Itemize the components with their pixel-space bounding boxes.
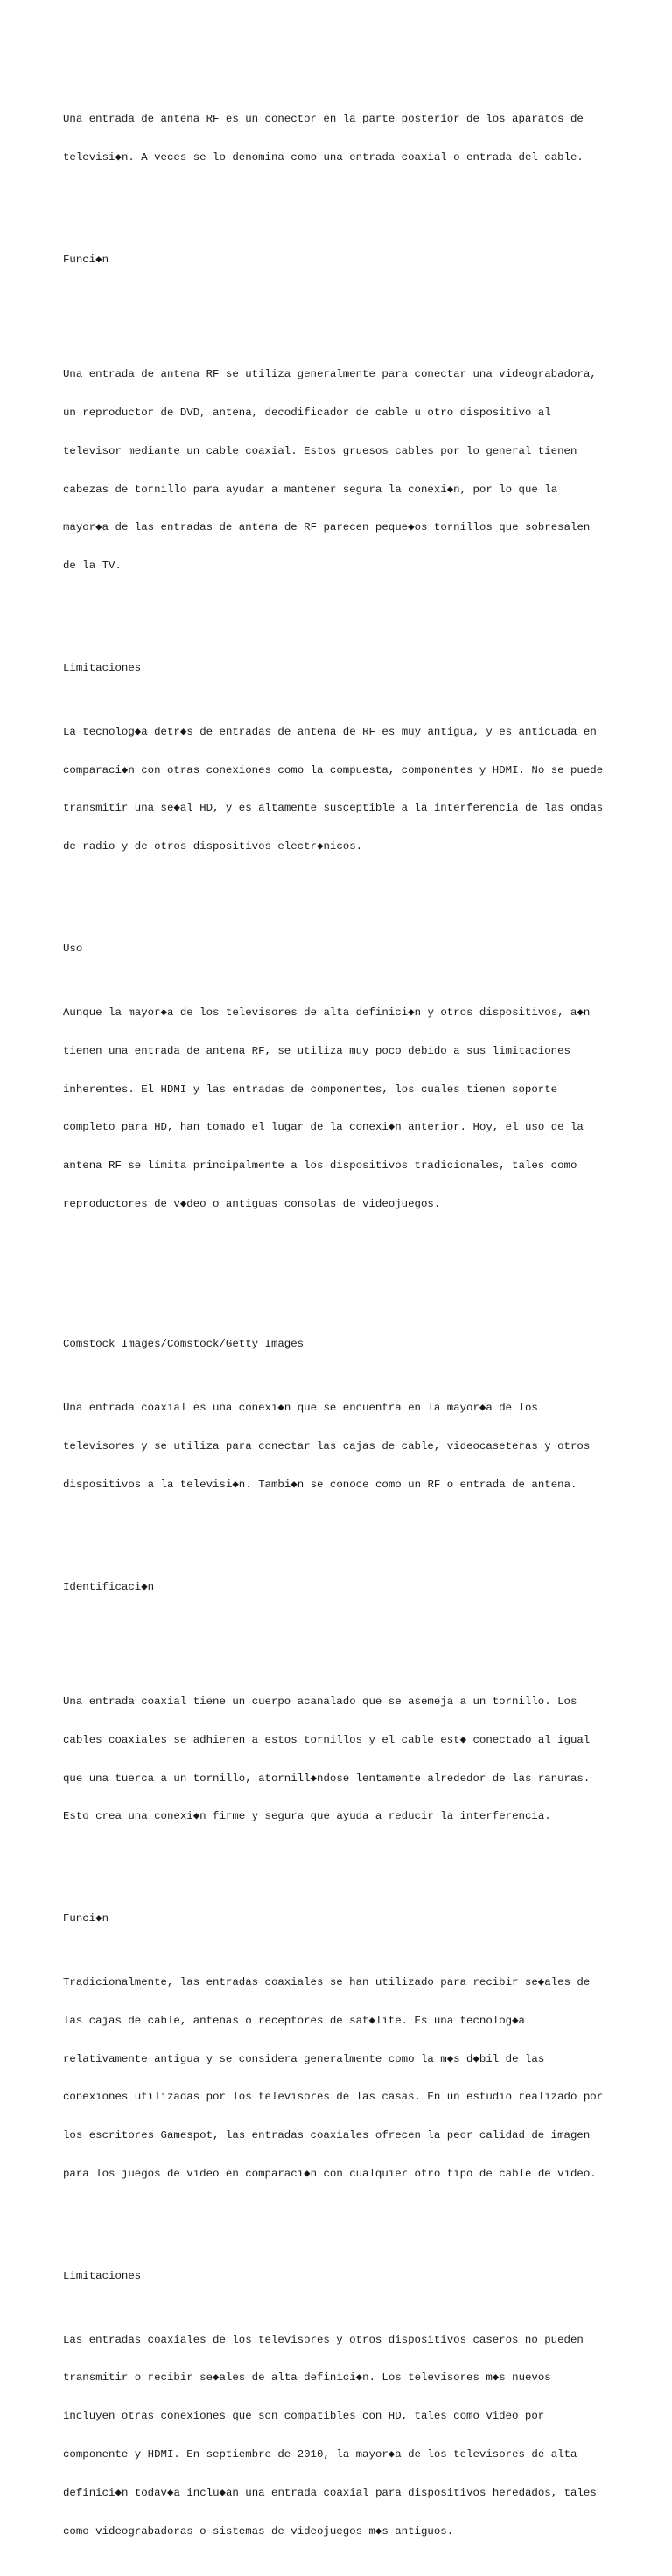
heading-limitaciones-coaxial: Limitaciones: [63, 2269, 142, 2282]
text-line: conexiones utilizadas por los televisores de las casas. En un estudio realizado por: [63, 2091, 604, 2104]
text-line: incluyen otras conexiones que son compatibles con HD, tales como video por: [63, 2410, 545, 2423]
text-line: relativamente antigua y se considera generalmente como la m◆s d◆bil de las: [63, 2052, 545, 2065]
heading-uso: Uso: [63, 942, 83, 955]
heading-limitaciones: Limitaciones: [63, 661, 142, 674]
heading-funcion-coaxial: Funci◆n: [63, 1912, 109, 1925]
text-line: definici◆n todav◆a inclu◆an una entrada coaxial para dispositivos heredados, tales: [63, 2486, 597, 2499]
image-credit: Comstock Images/Comstock/Getty Images: [63, 1338, 304, 1351]
text-line: Una entrada de antena RF es un conector en la parte posterior de los aparatos de: [63, 113, 584, 126]
paragraph-intro: [63, 87, 640, 190]
text-line: como videograbadoras o sistemas de videojuegos m◆s antiguos.: [63, 2524, 454, 2538]
paragraph-funcion-coaxial: [63, 1951, 640, 2206]
text-line: Una entrada de antena RF se utiliza generalmente para conectar una videograbadora,: [63, 368, 597, 381]
text-line: transmitir una se◆al HD, y es altamente susceptible a la interferencia de las ondas: [63, 802, 604, 815]
paragraph-coaxial-intro: [63, 1376, 640, 1517]
text-line: cables coaxiales se adhieren a estos tornillos y el cable est◆ conectado al igual: [63, 1733, 591, 1746]
text-line: transmitir o recibir se◆ales de alta definici◆n. Los televisores m◆s nuevos: [63, 2371, 551, 2385]
text-line: Una entrada coaxial tiene un cuerpo acanalado que se asemeja a un tornillo. Los: [63, 1695, 578, 1709]
text-line: mayor◆a de las entradas de antena de RF parecen peque◆os tornillos que sobresalen: [63, 521, 591, 534]
text-line: La tecnolog◆a detr◆s de entradas de antena de RF es muy antigua, y es anticuada en: [63, 725, 597, 738]
text-line: reproductores de v◆deo o antiguas consolas de videojuegos.: [63, 1197, 441, 1210]
paragraph-limitaciones-coaxial: [63, 2308, 640, 2564]
text-line: antena RF se limita principalmente a los dispositivos tradicionales, tales como: [63, 1159, 578, 1173]
text-line: tienen una entrada de antena RF, se utiliza muy poco debido a sus limitaciones: [63, 1044, 570, 1057]
text-line: Las entradas coaxiales de los televisores y otros dispositivos caseros no pueden: [63, 2333, 584, 2346]
text-line: los escritores Gamespot, las entradas coaxiales ofrecen la peor calidad de imagen: [63, 2129, 591, 2142]
text-line: dispositivos a la televisi◆n. Tambi◆n se conoce como un RF o entrada de antena.: [63, 1478, 578, 1491]
document-page: [63, 62, 640, 2576]
text-line: televisi◆n. A veces se lo denomina como una entrada coaxial o entrada del cable.: [63, 151, 584, 164]
paragraph-identificacion: [63, 1670, 640, 1848]
text-line: un reproductor de DVD, antena, decodificador de cable u otro dispositivo al: [63, 407, 551, 420]
paragraph-limitaciones: [63, 700, 640, 879]
text-line: Aunque la mayor◆a de los televisores de alta definici◆n y otros dispositivos, a◆n: [63, 1006, 591, 1019]
paragraph-uso: [63, 981, 640, 1236]
text-line: de la TV.: [63, 560, 122, 573]
text-line: inherentes. El HDMI y las entradas de componentes, los cuales tienen soporte: [63, 1083, 558, 1096]
text-line: las cajas de cable, antenas o receptores de sat◆lite. Es una tecnolog◆a: [63, 2014, 525, 2027]
text-line: que una tuerca a un tornillo, atornill◆ndose lentamente alrededor de las ranuras.: [63, 1772, 591, 1785]
paragraph-funcion: [63, 343, 640, 598]
text-line: Tradicionalmente, las entradas coaxiales se han utilizado para recibir se◆ales de: [63, 1976, 591, 1989]
heading-funcion: Funci◆n: [63, 253, 109, 266]
text-line: completo para HD, han tomado el lugar de la conexi◆n anterior. Hoy, el uso de la: [63, 1121, 584, 1134]
text-line: de radio y de otros dispositivos electr◆nicos.: [63, 840, 363, 853]
text-line: Esto crea una conexi◆n firme y segura que ayuda a reducir la interferencia.: [63, 1810, 551, 1823]
text-line: Una entrada coaxial es una conexi◆n que se encuentra en la mayor◆a de los: [63, 1402, 538, 1415]
text-line: componente y HDMI. En septiembre de 2010, la mayor◆a de los televisores de alta: [63, 2448, 578, 2461]
text-line: para los juegos de video en comparaci◆n con cualquier otro tipo de cable de video.: [63, 2167, 597, 2180]
text-line: comparaci◆n con otras conexiones como la compuesta, componentes y HDMI. No se puede: [63, 763, 604, 776]
text-line: televisor mediante un cable coaxial. Estos gruesos cables por lo general tienen: [63, 444, 578, 457]
text-line: televisores y se utiliza para conectar las cajas de cable, videocaseteras y otros: [63, 1440, 591, 1453]
text-line: cabezas de tornillo para ayudar a mantener segura la conexi◆n, por lo que la: [63, 483, 558, 496]
heading-identificacion: Identificaci◆n: [63, 1580, 155, 1593]
